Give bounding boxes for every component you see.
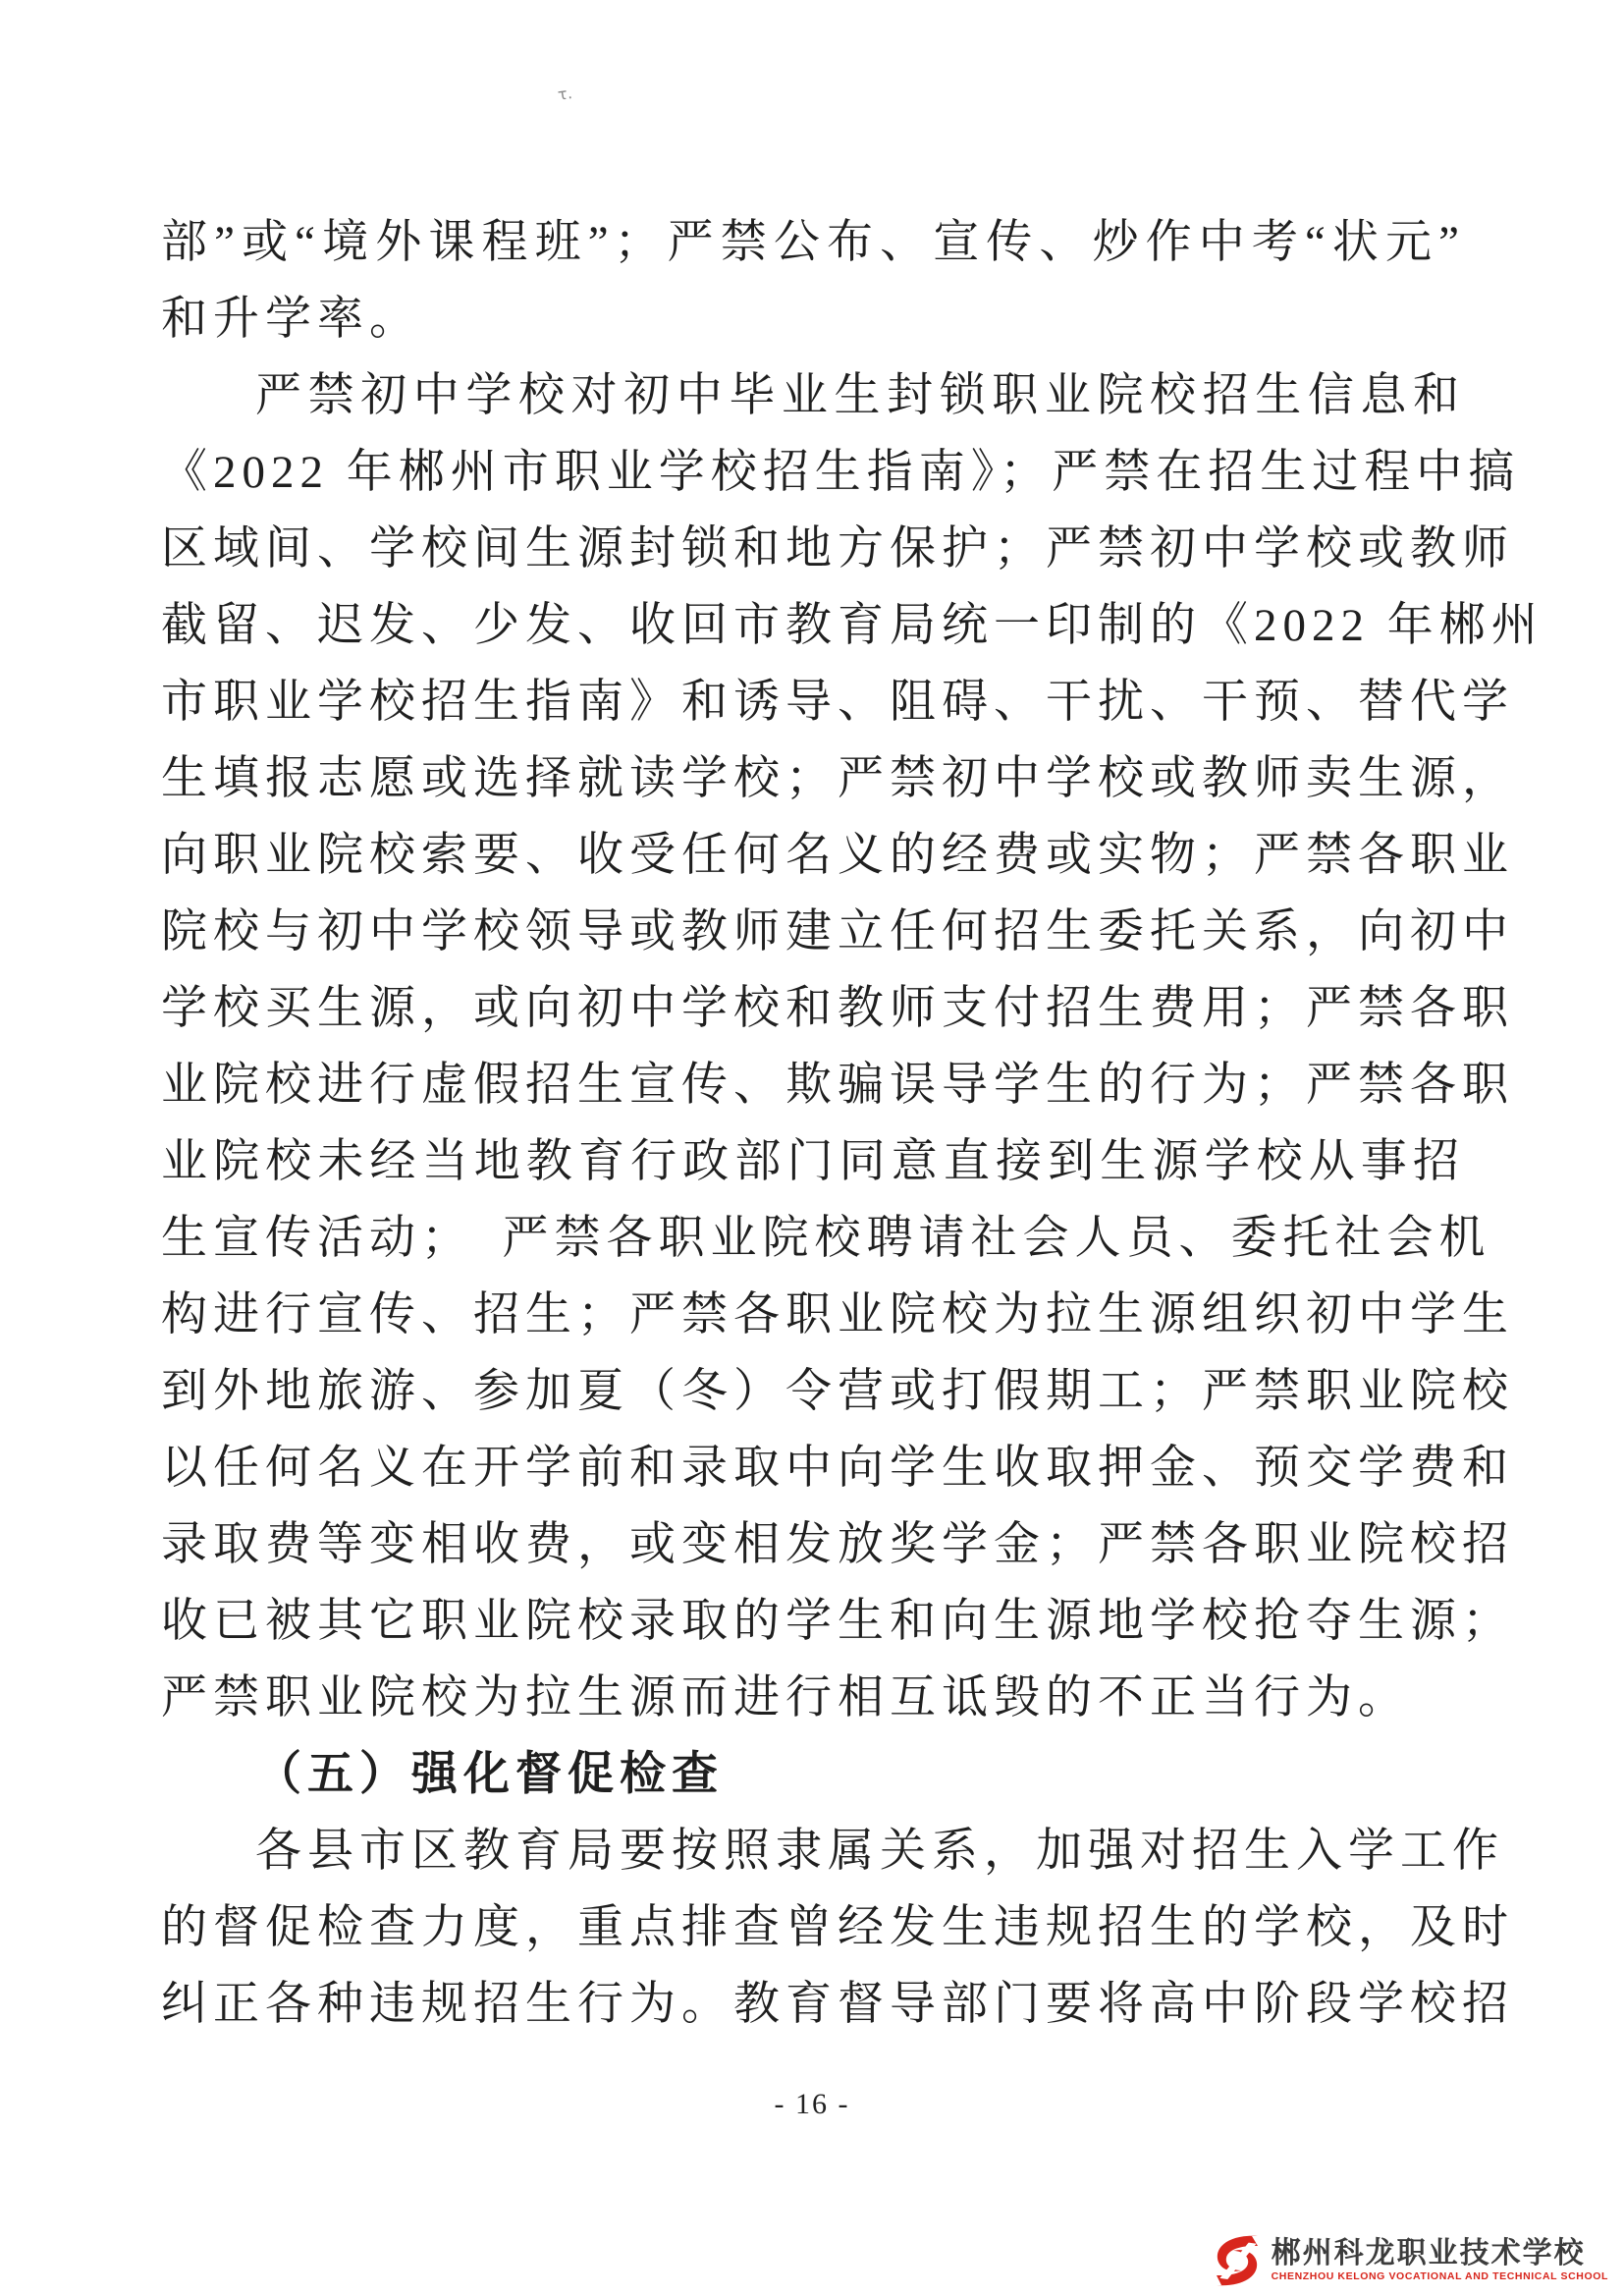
text-line: 部”或“境外课程班”；严禁公布、宣传、炒作中考“状元” [161, 217, 1465, 268]
text-line: 向职业院校索要、收受任何名义的经费或实物；严禁各职业 [161, 830, 1514, 881]
text-line: 院校与初中学校领导或教师建立任何招生委托关系，向初中 [161, 906, 1514, 957]
text-line: 业院校进行虚假招生宣传、欺骗误导学生的行为；严禁各职 [161, 1060, 1514, 1111]
text-line: 生宣传活动； 严禁各职业院校聘请社会人员、委托社会机 [161, 1213, 1491, 1264]
school-name-cn: 郴州科龙职业技术学校 [1271, 2237, 1586, 2269]
school-name-block [1272, 2238, 1608, 2283]
text-line: 严禁初中学校对初中毕业生封锁职业院校招生信息和 [255, 370, 1465, 421]
text-line: 区域间、学校间生源封锁和地方保护；严禁初中学校或教师 [161, 523, 1514, 574]
text-line: 各县市区教育局要按照隶属关系，加强对招生入学工作 [255, 1826, 1504, 1877]
scan-artifact-mark: τ. [556, 83, 573, 104]
text-line: （五）强化督促检查 [255, 1749, 724, 1800]
text-line: 截留、迟发、少发、收回市教育局统一印制的《2022 年郴州 [161, 600, 1543, 651]
text-line: 《2022 年郴州市职业学校招生指南》；严禁在招生过程中搞 [161, 447, 1521, 498]
school-brand-footer [1209, 2233, 1608, 2288]
text-line: 收已被其它职业院校录取的学生和向生源地学校抢夺生源； [161, 1596, 1514, 1647]
school-logo-icon [1209, 2233, 1264, 2288]
text-line: 严禁职业院校为拉生源而进行相互诋毁的不正当行为。 [161, 1672, 1410, 1723]
text-line: 市职业学校招生指南》和诱导、阻碍、干扰、干预、替代学 [161, 677, 1514, 728]
text-line: 的督促检查力度，重点排查曾经发生违规招生的学校，及时 [161, 1902, 1514, 1953]
text-line: 和升学率。 [161, 294, 421, 345]
text-line: 学校买生源，或向初中学校和教师支付招生费用；严禁各职 [161, 983, 1514, 1034]
text-line: 到外地旅游、参加夏（冬）令营或打假期工；严禁职业院校 [161, 1366, 1514, 1417]
page-number: - 16 - [774, 2088, 850, 2120]
text-line: 纠正各种违规招生行为。教育督导部门要将高中阶段学校招 [161, 1979, 1514, 2030]
text-line: 构进行宣传、招生；严禁各职业院校为拉生源组织初中学生 [161, 1289, 1514, 1340]
text-line: 生填报志愿或选择就读学校；严禁初中学校或教师卖生源， [161, 753, 1514, 804]
document-body [161, 204, 1543, 2043]
text-line: 录取费等变相收费，或变相发放奖学金；严禁各职业院校招 [161, 1519, 1514, 1570]
school-name-en: CHENZHOU KELONG VOCATIONAL AND TECHNICAL SCHOOL [1271, 2270, 1608, 2282]
text-line: 以任何名义在开学前和录取中向学生收取押金、预交学费和 [161, 1443, 1514, 1494]
text-line: 业院校未经当地教育行政部门同意直接到生源学校从事招 [161, 1136, 1465, 1187]
